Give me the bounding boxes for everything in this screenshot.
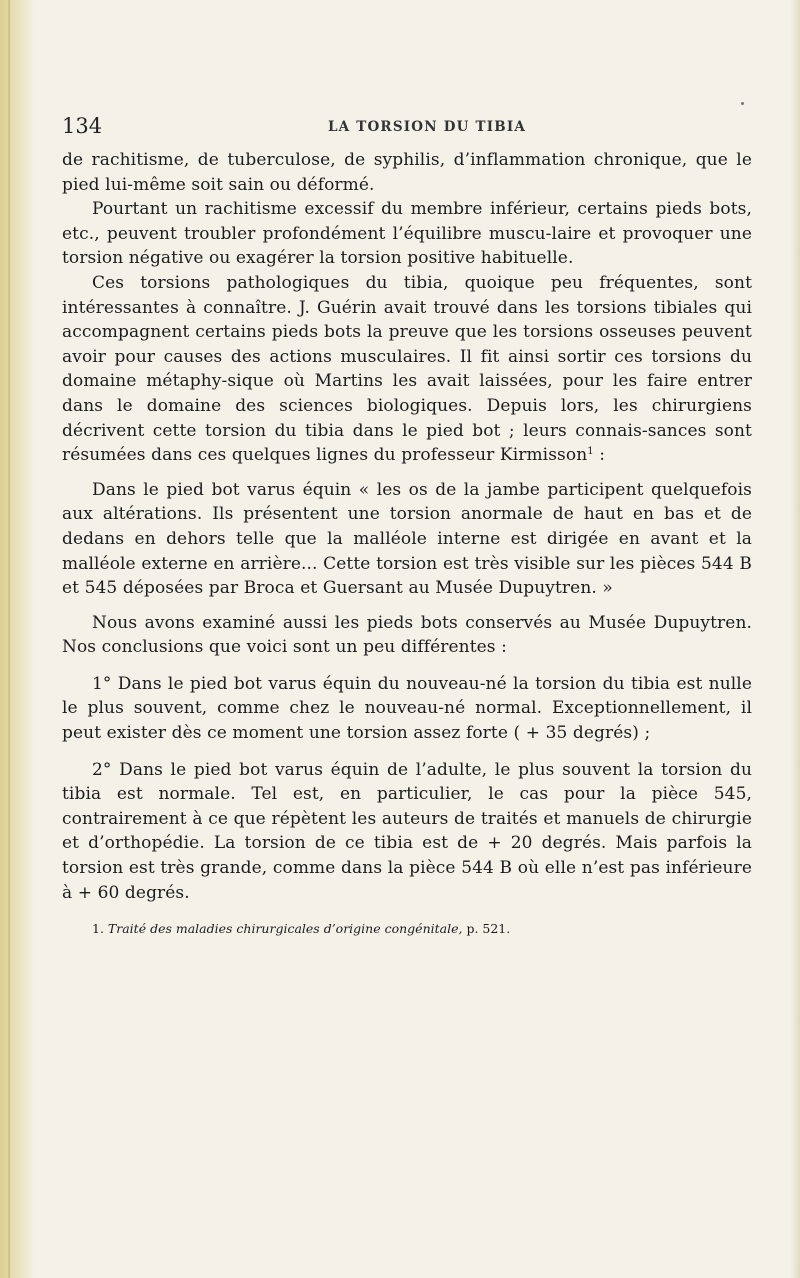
paragraph-7-item-2: 2° Dans le pied bot varus équin de l’adulte, le plus souvent la torsion du tibia est normale. Tel est, en particulier, le cas pour la pièce 545, contrairement à ce que répètent les auteurs de traités et manuels de chirurgie et d’orthopédie. La torsion de ce tibia est de + 20 degrés. Mais parfois la torsion est très grande, comme dans la pièce 544 B où elle n’est pas inférieure à + 60 degrés. [62,759,752,903]
footnote-number: 1. [92,921,104,937]
body-text [62,148,752,905]
footnote-title: Traité des maladies chirurgicales d’origine congénitale, [107,921,463,937]
book-binding-edge [0,0,34,1278]
paragraph-1: de rachitisme, de tuberculose, de syphilis, d’inflammation chronique, que le pied lui-même soit sain ou déformé. [62,150,752,195]
paper-speck [741,102,744,105]
book-page [62,114,752,937]
paragraph-5: Nous avons examiné aussi les pieds bots conservés au Musée Dupuytren. Nos conclusions que voici sont un peu différentes : [62,612,752,658]
page-edge-shadow [790,0,800,1278]
footnote-page-ref: p. 521. [466,921,511,937]
paragraph-3 [62,271,752,468]
footnote-reference: 1 [587,446,594,458]
paragraph-2: Pourtant un rachitisme excessif du membre inférieur, certains pieds bots, etc., peuvent troubler profondément l’équilibre muscu-laire et provoquer une torsion négative ou exagérer la torsion positive habituelle. [62,199,752,269]
paragraph-3-text: Ces torsions pathologiques du tibia, quoique peu fréquentes, sont intéressantes à connaître. J. Guérin avait trouvé dans les torsions tibiales qui accompagnent certains pieds bots la preuve que les torsions osseuses peuvent avoir pour causes des actions musculaires. Il fit ainsi sortir ces torsions du domaine métaphy-sique où Martins les avait laissées, pour les faire entrer dans le domaine des sciences biologiques. Depuis lors, les chirurgiens décrivent cette torsion du tibia dans le pied bot ; leurs connais-sances sont résumées dans ces quelques lignes du professeur Kirmisson [62,272,752,466]
paragraph-4-quote: Dans le pied bot varus équin « les os de la jambe participent quelquefois aux altérations. Ils présentent une torsion anormale de haut en bas et de dedans en dehors telle que la malléole interne est dirigée en avant et la malléole externe en arrière... Cette torsion est très visible sur les pièces 544 B et 545 déposées par Broca et Guersant au Musée Dupuytren. » [62,479,752,599]
page-header [62,114,752,140]
footnote [62,921,752,937]
paragraph-6-item-1: 1° Dans le pied bot varus équin du nouveau-né la torsion du tibia est nulle le plus souvent, comme chez le nouveau-né normal. Exceptionnellement, il peut exister dès ce moment une torsion assez forte ( + 35 degrés) ; [62,673,752,744]
running-title: LA TORSION DU TIBIA [327,119,527,135]
paragraph-3-end: : [593,445,606,466]
page-number: 134 [62,114,103,138]
